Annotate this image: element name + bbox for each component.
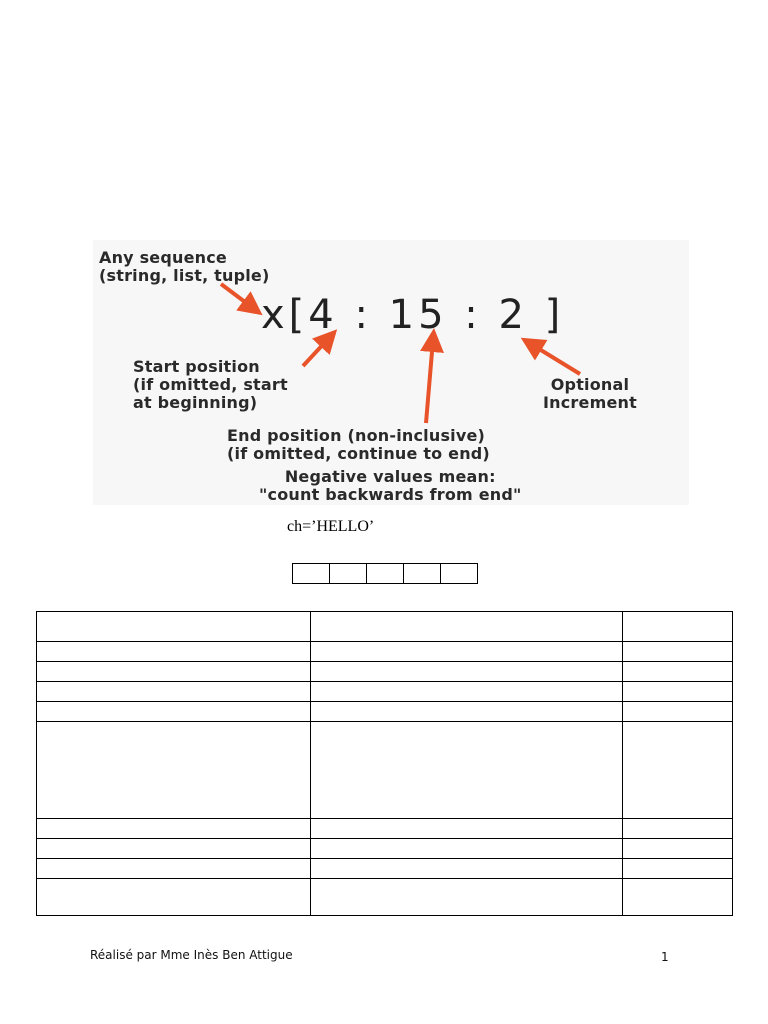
- table-row: [37, 662, 733, 682]
- table-row: [37, 612, 733, 642]
- slice-step: 2: [498, 292, 528, 338]
- table-cell: [311, 722, 623, 819]
- char-cell: [330, 564, 367, 584]
- char-cell: [293, 564, 330, 584]
- arrow-end: [426, 340, 433, 423]
- increment-note: [543, 376, 637, 412]
- arrow-sequence: [221, 284, 253, 308]
- table-cell: [623, 702, 733, 722]
- table-cell: [37, 612, 311, 642]
- table-cell: [311, 859, 623, 879]
- slice-sep-2: :: [464, 292, 482, 338]
- sequence-note-line-1: Any sequence: [99, 248, 227, 267]
- table-cell: [623, 839, 733, 859]
- page-number: 1: [661, 950, 669, 964]
- table-row: [37, 682, 733, 702]
- table-cell: [37, 682, 311, 702]
- table-cell: [311, 879, 623, 916]
- table-cell: [311, 819, 623, 839]
- start-note-line-2: (if omitted, start: [133, 375, 288, 394]
- table-cell: [623, 662, 733, 682]
- table-cell: [311, 839, 623, 859]
- table-cell: [37, 839, 311, 859]
- char-cell: [404, 564, 441, 584]
- table-cell: [37, 662, 311, 682]
- table-row: [37, 702, 733, 722]
- char-index-grid: [292, 563, 478, 584]
- slice-sep-1: :: [354, 292, 372, 338]
- footer-author: Réalisé par Mme Inès Ben Attigue: [90, 948, 293, 962]
- table-cell: [623, 722, 733, 819]
- table-cell: [311, 702, 623, 722]
- table-cell: [623, 612, 733, 642]
- end-note-line-1: End position (non-inclusive): [227, 426, 486, 445]
- table-cell: [623, 819, 733, 839]
- table-cell: [311, 612, 623, 642]
- table-row: [37, 642, 733, 662]
- sequence-note: [99, 249, 269, 285]
- slice-start: 4: [308, 292, 338, 338]
- table-cell: [37, 702, 311, 722]
- negative-note: [259, 468, 522, 504]
- table-cell: [37, 642, 311, 662]
- table-cell: [623, 859, 733, 879]
- slice-close-bracket: ]: [544, 292, 565, 338]
- table-cell: [37, 859, 311, 879]
- start-note-line-1: Start position: [133, 357, 260, 376]
- char-index-row: [293, 564, 478, 584]
- start-note: [133, 358, 288, 412]
- char-cell: [441, 564, 478, 584]
- table-row: [37, 839, 733, 859]
- exercise-table: [36, 611, 733, 916]
- slice-expression: [261, 292, 564, 338]
- slice-open-bracket: [: [288, 292, 309, 338]
- table-cell: [311, 682, 623, 702]
- table-row: [37, 722, 733, 819]
- end-note-line-2: (if omitted, continue to end): [227, 444, 490, 463]
- char-cell: [367, 564, 404, 584]
- table-cell: [37, 722, 311, 819]
- table-row: [37, 859, 733, 879]
- slicing-diagram: [93, 240, 689, 505]
- increment-note-line-2: Increment: [543, 393, 637, 412]
- table-row: [37, 879, 733, 916]
- sequence-note-line-2: (string, list, tuple): [99, 266, 270, 285]
- start-note-line-3: at beginning): [133, 393, 258, 412]
- table-cell: [311, 662, 623, 682]
- slice-var: x: [261, 292, 289, 338]
- table-row: [37, 819, 733, 839]
- string-definition: ch=’HELLO’: [287, 518, 375, 535]
- table-cell: [37, 879, 311, 916]
- negative-note-line-2: "count backwards from end": [259, 485, 522, 504]
- end-note: [227, 427, 490, 463]
- arrow-increment: [531, 344, 580, 374]
- arrow-start: [303, 338, 329, 366]
- table-cell: [311, 642, 623, 662]
- table-cell: [623, 879, 733, 916]
- table-cell: [623, 642, 733, 662]
- negative-note-line-1: Negative values mean:: [284, 467, 496, 486]
- slice-end: 15: [388, 292, 448, 338]
- table-cell: [37, 819, 311, 839]
- table-cell: [623, 682, 733, 702]
- increment-note-line-1: Optional: [550, 375, 630, 394]
